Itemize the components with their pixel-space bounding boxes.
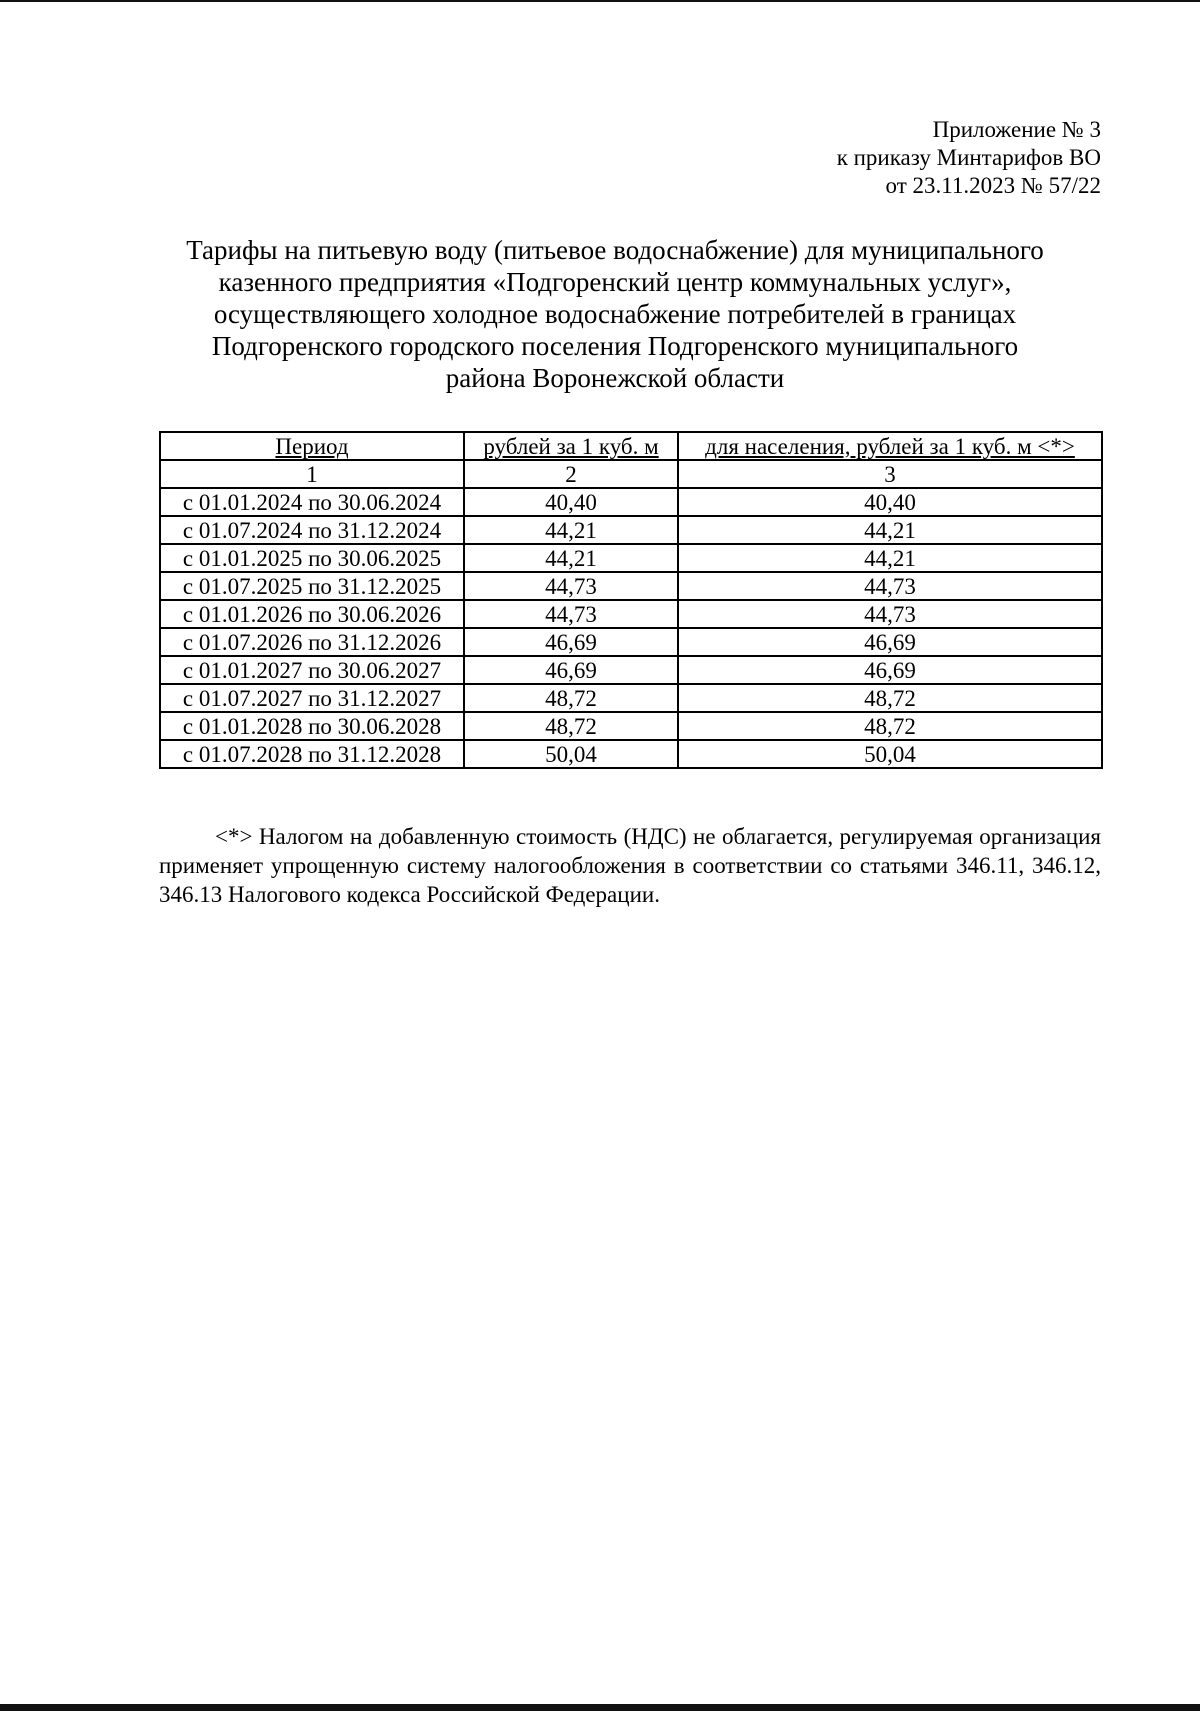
tariff-cell: 50,04 bbox=[464, 740, 678, 768]
population-tariff-cell: 48,72 bbox=[678, 712, 1102, 740]
appendix-reference bbox=[837, 116, 1101, 200]
period-cell: с 01.07.2025 по 31.12.2025 bbox=[160, 572, 464, 600]
population-tariff-cell: 48,72 bbox=[678, 684, 1102, 712]
appendix-number: Приложение № 3 bbox=[932, 117, 1101, 142]
header-population-rub-per-m3: для населения, рублей за 1 куб. м <*> bbox=[678, 432, 1102, 460]
tariff-cell: 46,69 bbox=[464, 656, 678, 684]
population-tariff-cell: 44,73 bbox=[678, 600, 1102, 628]
population-tariff-cell: 46,69 bbox=[678, 656, 1102, 684]
table-column-numbers-row bbox=[160, 460, 1102, 488]
tariff-cell: 44,21 bbox=[464, 516, 678, 544]
title-line-5: района Воронежской области bbox=[445, 363, 785, 393]
header-rub-per-m3: рублей за 1 куб. м bbox=[464, 432, 678, 460]
table-row bbox=[160, 544, 1102, 572]
tariff-cell: 44,21 bbox=[464, 544, 678, 572]
tariff-table bbox=[159, 431, 1103, 769]
table-header-row bbox=[160, 432, 1102, 460]
population-tariff-cell: 44,73 bbox=[678, 572, 1102, 600]
period-cell: с 01.01.2028 по 30.06.2028 bbox=[160, 712, 464, 740]
population-tariff-cell: 50,04 bbox=[678, 740, 1102, 768]
table-row bbox=[160, 600, 1102, 628]
population-tariff-cell: 44,21 bbox=[678, 516, 1102, 544]
title-line-1: Тарифы на питьевую воду (питьевое водоснабжение) для муниципального bbox=[186, 235, 1044, 265]
appendix-order: к приказу Минтарифов ВО bbox=[836, 145, 1101, 170]
title-line-4: Подгоренского городского поселения Подгоренского муниципального bbox=[211, 331, 1019, 361]
table-row bbox=[160, 740, 1102, 768]
table-row bbox=[160, 712, 1102, 740]
column-number: 2 bbox=[464, 460, 678, 488]
period-cell: с 01.07.2028 по 31.12.2028 bbox=[160, 740, 464, 768]
period-cell: с 01.01.2025 по 30.06.2025 bbox=[160, 544, 464, 572]
document-title bbox=[160, 234, 1070, 394]
column-number: 3 bbox=[678, 460, 1102, 488]
footnote-text: <*> Налогом на добавленную стоимость (НДС) не облагается, регулируемая организация применяет упрощенную систему налогообложения в соответствии со статьями 346.11, 346.12, 346.13 Налогового кодекса Российской Федерации. bbox=[159, 824, 1101, 907]
population-tariff-cell: 40,40 bbox=[678, 488, 1102, 516]
period-cell: с 01.07.2027 по 31.12.2027 bbox=[160, 684, 464, 712]
period-cell: с 01.01.2026 по 30.06.2026 bbox=[160, 600, 464, 628]
tariff-cell: 40,40 bbox=[464, 488, 678, 516]
tariff-cell: 46,69 bbox=[464, 628, 678, 656]
population-tariff-cell: 44,21 bbox=[678, 544, 1102, 572]
table-row bbox=[160, 516, 1102, 544]
appendix-date: от 23.11.2023 № 57/22 bbox=[885, 173, 1101, 198]
period-cell: с 01.01.2027 по 30.06.2027 bbox=[160, 656, 464, 684]
footnote bbox=[159, 822, 1101, 909]
table-row bbox=[160, 572, 1102, 600]
title-line-2: казенного предприятия «Подгоренский центр коммунальных услуг», bbox=[218, 267, 1012, 297]
population-tariff-cell: 46,69 bbox=[678, 628, 1102, 656]
header-period: Период bbox=[160, 432, 464, 460]
table-row bbox=[160, 628, 1102, 656]
tariff-cell: 44,73 bbox=[464, 572, 678, 600]
tariff-cell: 44,73 bbox=[464, 600, 678, 628]
tariff-cell: 48,72 bbox=[464, 712, 678, 740]
table-row bbox=[160, 488, 1102, 516]
period-cell: с 01.07.2024 по 31.12.2024 bbox=[160, 516, 464, 544]
tariff-cell: 48,72 bbox=[464, 684, 678, 712]
period-cell: с 01.07.2026 по 31.12.2026 bbox=[160, 628, 464, 656]
period-cell: с 01.01.2024 по 30.06.2024 bbox=[160, 488, 464, 516]
scan-top-edge bbox=[0, 0, 1200, 2]
column-number: 1 bbox=[160, 460, 464, 488]
table-row bbox=[160, 656, 1102, 684]
title-line-3: осуществляющего холодное водоснабжение потребителей в границах bbox=[213, 299, 1017, 329]
scan-bottom-edge bbox=[0, 1704, 1200, 1711]
table-row bbox=[160, 684, 1102, 712]
